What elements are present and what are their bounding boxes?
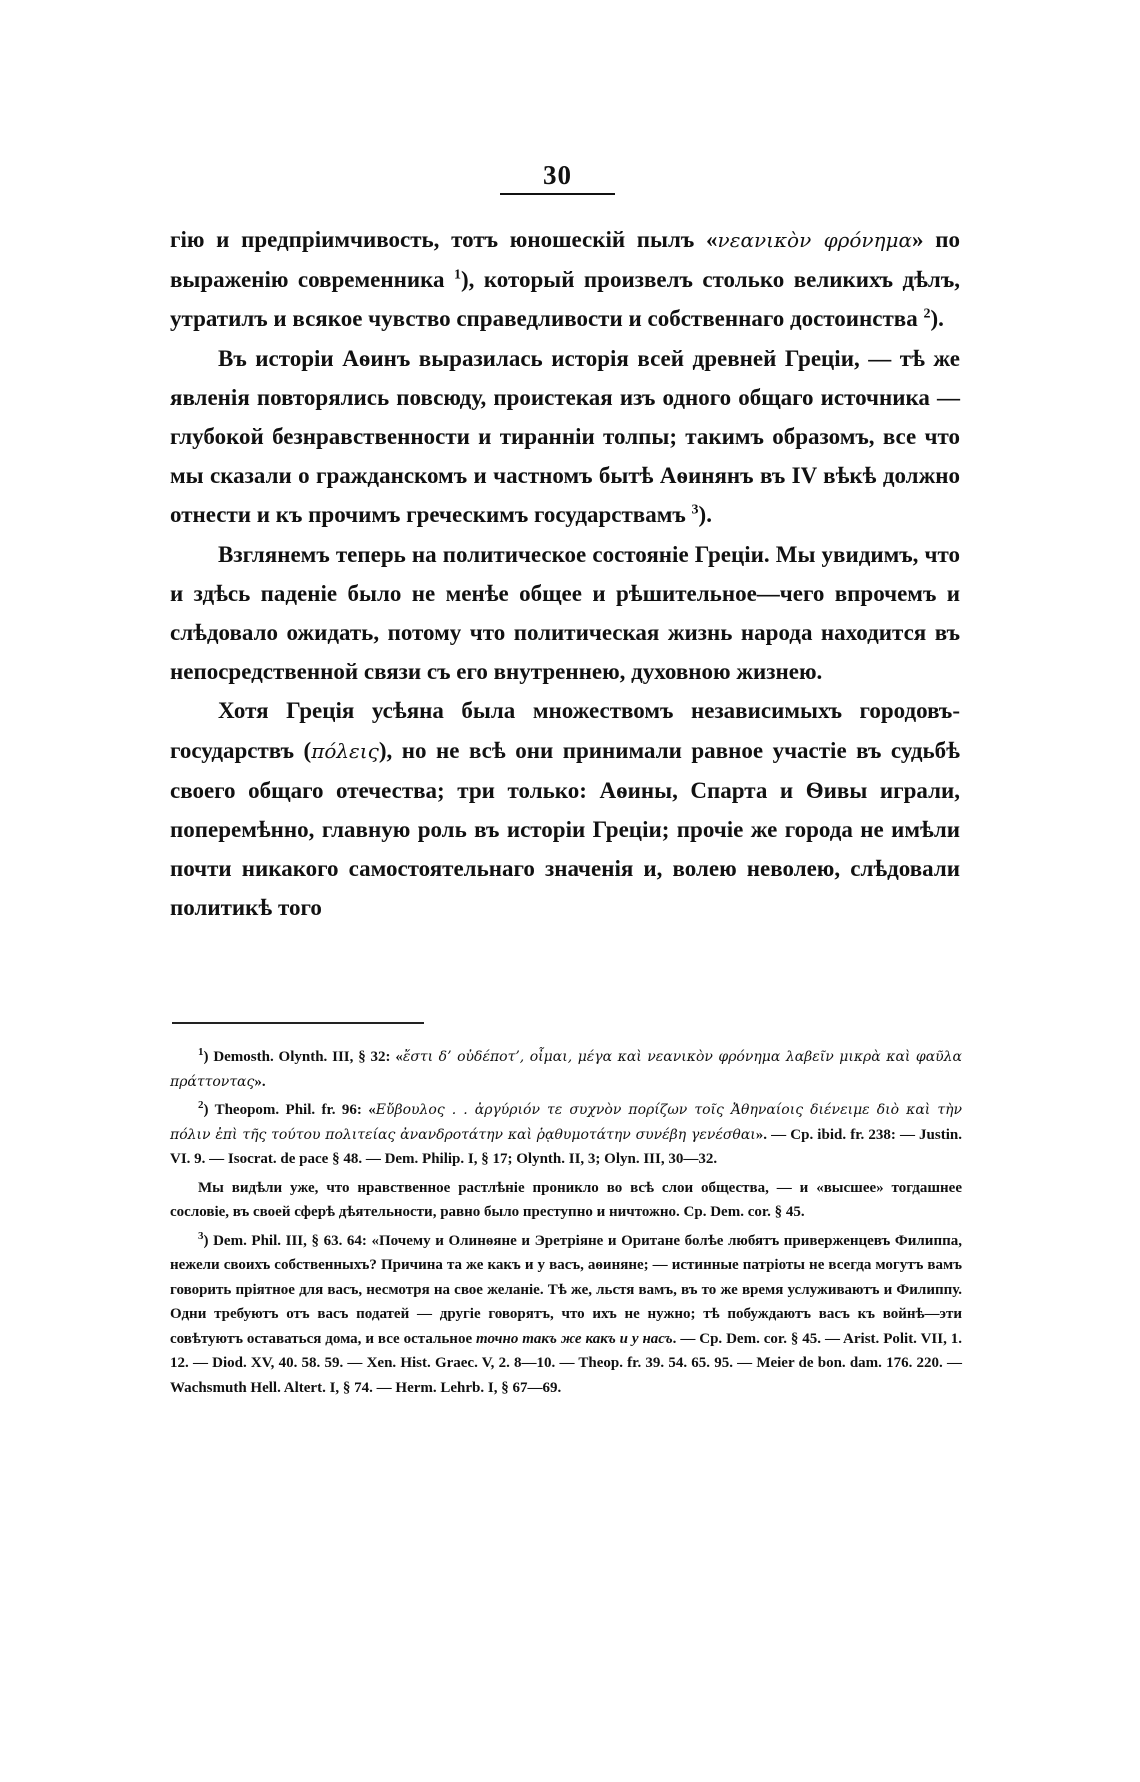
paragraph-2 (170, 339, 960, 535)
text-run: Хотя Греція усѣяна была множествомъ независимыхъ городовъ-государствъ ( (170, 698, 960, 763)
footnote-mark-1: 1 (198, 1046, 204, 1058)
footnote-ref-1[interactable]: 1 (453, 267, 461, 283)
greek-quote: Εὔβουλος . . ἀργύριόν τε συχνὸν πορίζων τοῖς Ἀθηναίοις διένειμε διὸ καὶ τὴν πόλιν ἐπὶ τῆς τούτου πολιτείας ἀνανδροτάτην καὶ ῥᾳθυμοτάτην συνέβη γενέσθαι (170, 1102, 962, 1143)
footnote-ref-3[interactable]: 3 (691, 502, 699, 518)
text-run: » по выраженію современника (170, 227, 960, 293)
page-number-rule (500, 193, 615, 195)
greek-term: πόλεις (311, 738, 379, 763)
footnote-ref-2[interactable]: 2 (923, 306, 931, 322)
footnote-1 (170, 1045, 962, 1094)
text-run: Въ исторіи Аѳинъ выразилась исторія всей древней Греціи, — тѣ же явленія повторялись повсюду, проистекая изъ одного общаго источника — глубокой безнравственности и тиранніи толпы; такимъ образомъ, все что мы сказали о гражданскомъ и частномъ бытѣ Аѳинянъ въ IV вѣкѣ должно отнести и къ прочимъ греческимъ государствамъ (170, 345, 960, 528)
footnote-2-continued: Мы видѣли уже, что нравственное растлѣніе проникло во всѣ слои общества, — и «высшее» тогдашнее сословіе, въ своей сферѣ дѣятельности, равно было преступно и ничтожно. Cp. Dem. cor. § 45. (170, 1179, 962, 1220)
text-run: ), но не всѣ они принимали равное участіе въ судьбѣ своего общаго отечества; три только: Аѳины, Спарта и Ѳивы играли, поперемѣнно, главную роль въ исторіи Греціи; прочіе же города не имѣли почти никакого самостоятельнаго значенія и, волею неволею, слѣдовали политикѣ того (170, 737, 960, 921)
text-run: ». (254, 1073, 266, 1090)
paragraph-4 (170, 691, 960, 927)
paragraph-3: Взглянемъ теперь на политическое состояніе Греціи. Мы увидимъ, что и здѣсь паденіе было не менѣе общее и рѣшительное—чего впрочемъ и слѣдовало ожидать, потому что политическая жизнь народа находится въ непосредственной связи съ его внутреннею, духовною жизнею. (170, 541, 960, 685)
text-run: ). (930, 306, 944, 332)
greek-quote: ἔστι δ’ οὐδέποτ’, οἶμαι, μέγα καὶ νεανικὸν φρόνημα λαβεῖν μικρὰ καὶ φαῦλα πράττοντας (170, 1049, 963, 1090)
page-number: 30 (543, 160, 572, 190)
italic-phrase: точно такъ же какъ и у насъ (476, 1330, 673, 1347)
footnote-mark-2: 2 (198, 1099, 204, 1111)
paragraph-1 (170, 220, 960, 339)
text-run: . — Cp. Dem. cor. § 45. — Arist. Polit. VII, 1. 12. — Diod. XV, 40. 58. 59. — Xen. Hist. Graec. V, 2. 8—10. — Theop. fr. 39. 54. 65. 95. — Meier de bon. dam. 176. 220. — Wachsmuth Hell. Altert. I, § 74. — Herm. Lehrb. I, § 67—69. (170, 1330, 963, 1396)
footnotes (170, 1045, 962, 1404)
greek-quote: νεανικὸν φρόνημα (717, 228, 913, 252)
text-run: ) Demosth. Olynth. III, § 32: « (203, 1049, 403, 1065)
footnote-mark-3: 3 (198, 1229, 204, 1242)
text-run: ) Theopom. Phil. fr. 96: « (203, 1102, 376, 1118)
footnote-separator (172, 1022, 424, 1024)
text-run: ), который произвелъ столько великихъ дѣлъ, утратилъ и всякое чувство справедливости и собственнаго достоинства (170, 267, 960, 332)
text-run: ) Dem. Phil. III, § 63. 64: «Почему и Олинѳяне и Эретріяне и Оритане болѣе любятъ приверженцевъ Филиппа, нежели своихъ собственныхъ? Причина та же какъ и у васъ, аѳиняне; — истинные патріоты не всегда могутъ вамъ говорить пріятное для васъ, несмотря на свое желаніе. Тѣ же, льстя вамъ, въ то же время услуживаютъ и Филиппу. Одни требуютъ отъ васъ податей — другіе говорятъ, что ихъ не нужно; тѣ побуждаютъ васъ къ войнѣ—эти совѣтуютъ оставаться дома, и все остальное (170, 1232, 962, 1347)
text-run: гію и предпріимчивость, тотъ юношескій пылъ « (170, 227, 718, 252)
main-text (170, 220, 960, 928)
footnote-3 (170, 1229, 962, 1401)
text-run: ». — Cp. ibid. fr. 238: — Justin. VI. 9. — Isocrat. de pace § 48. — Dem. Philip. I, § 17; Olynth. II, 3; Olyn. III, 30—32. (170, 1126, 962, 1167)
footnote-2 (170, 1098, 962, 1172)
text-run: ). (698, 502, 712, 528)
